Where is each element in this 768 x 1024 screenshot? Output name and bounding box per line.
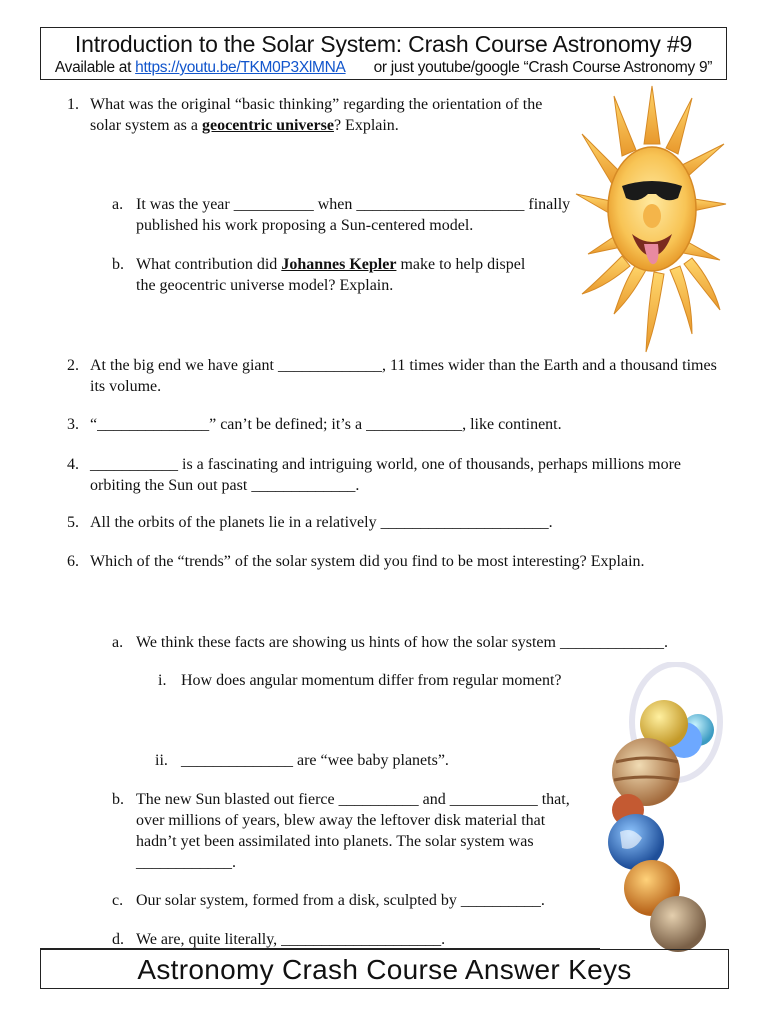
question-text-post: ? Explain. (333, 117, 399, 134)
question-number: b. (112, 791, 124, 808)
question-6a-i (158, 670, 608, 691)
worksheet-title: Introduction to the Solar System: Crash Course Astronomy #9 (74, 31, 693, 57)
question-number: b. (112, 256, 124, 273)
question-6a (112, 632, 732, 653)
cartoon-sun-icon (574, 84, 728, 354)
question-text: ___________ is a fascinating and intriguing world, one of thousands, perhaps millions more orbiting the Sun out past _____________. (90, 456, 682, 494)
footer-banner (40, 949, 729, 989)
question-6c (112, 890, 572, 911)
question-number: 6. (67, 553, 79, 570)
question-text-pre: What was the original “basic thinking” regarding the orientation of the solar system as a (90, 96, 543, 134)
video-link[interactable]: https://youtu.be/TKM0P3XlMNA (135, 59, 346, 76)
question-6 (67, 551, 717, 572)
question-text: “______________” can’t be defined; it’s a ____________, like continent. (90, 416, 562, 433)
question-number: 3. (67, 416, 79, 433)
question-number: c. (112, 892, 124, 909)
question-text-pre: What contribution did (136, 256, 278, 273)
question-text: All the orbits of the planets lie in a relatively _____________________. (90, 514, 553, 531)
question-text: Which of the “trends” of the solar system did you find to be most interesting? Explain. (90, 553, 645, 570)
question-number: i. (158, 672, 167, 689)
question-3 (67, 414, 717, 435)
question-6b (112, 789, 572, 873)
question-text: We are, quite literally, ____________________. (136, 931, 446, 948)
key-term: Johannes Kepler (281, 256, 397, 273)
question-text (90, 94, 567, 136)
question-text: At the big end we have giant _____________, 11 times wider than the Earth and a thousand times its volume. (90, 357, 717, 395)
question-6d (112, 929, 572, 950)
question-text-post: make to help dispel the geocentric universe model? Explain. (136, 256, 526, 294)
question-5 (67, 512, 717, 533)
question-number: 5. (67, 514, 79, 531)
question-text: Our solar system, formed from a disk, sculpted by __________. (136, 892, 545, 909)
planets-lineup-icon (604, 662, 726, 962)
question-text: The new Sun blasted out fierce __________ and ___________ that, over millions of years, blew away the leftover disk material that hadn’t yet been assimilated into planets. The solar system was ____________. (136, 791, 570, 871)
question-text: It was the year __________ when _____________________ finally published his work proposing a Sun-centered model. (136, 196, 571, 234)
question-number: d. (112, 931, 124, 948)
question-text: ______________ are “wee baby planets”. (181, 752, 449, 769)
question-number: 1. (67, 96, 79, 113)
question-4 (67, 454, 707, 496)
question-number: 4. (67, 456, 79, 473)
question-number: ii. (155, 752, 168, 769)
search-hint: or just youtube/google “Crash Course Astronomy 9” (373, 59, 713, 76)
question-number: 2. (67, 357, 79, 374)
footer-text: Astronomy Crash Course Answer Keys (137, 954, 632, 985)
available-prefix: Available at (54, 59, 132, 76)
question-text: How does angular momentum differ from regular moment? (181, 672, 562, 689)
source-line (41, 59, 726, 77)
question-2 (67, 355, 717, 397)
key-term: geocentric universe (201, 117, 334, 134)
question-1 (67, 94, 567, 136)
question-1a (112, 194, 572, 236)
question-text: We think these facts are showing us hints of how the solar system _____________. (136, 634, 668, 651)
question-number: a. (112, 196, 124, 213)
question-number: a. (112, 634, 124, 651)
question-6a-ii (155, 750, 605, 771)
question-text (136, 254, 532, 296)
worksheet-header (40, 27, 727, 80)
question-1b (112, 254, 532, 296)
